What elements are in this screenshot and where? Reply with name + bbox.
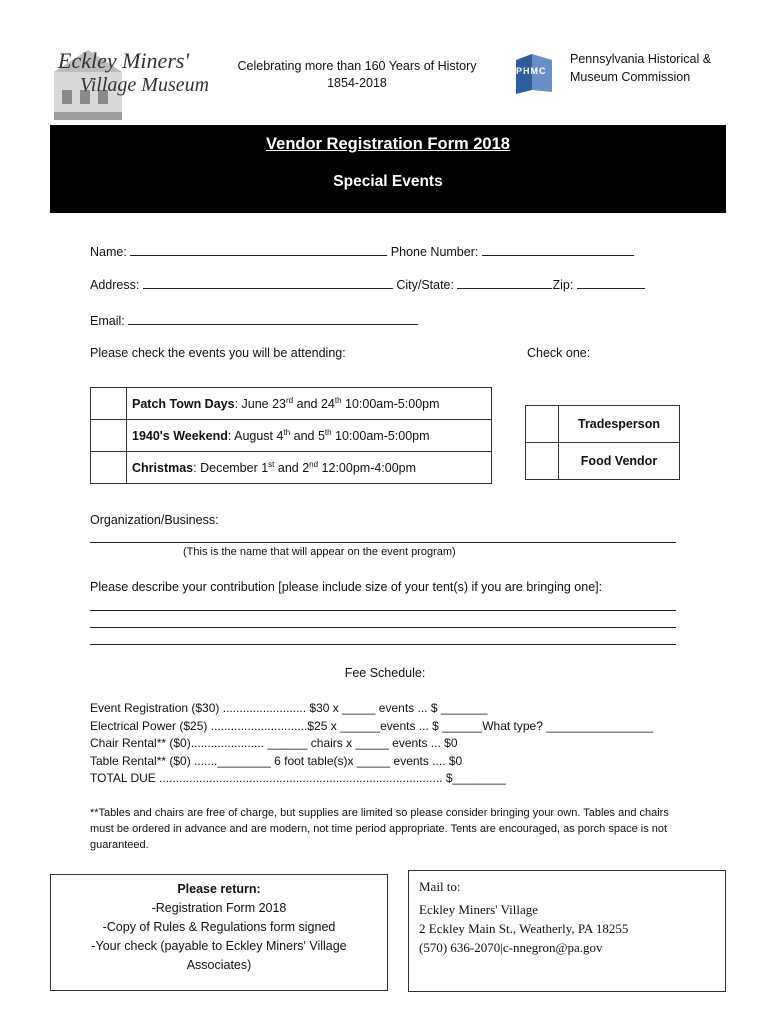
event-time: 10:00am-5:00pm <box>341 397 440 412</box>
event-date-suffix: th <box>324 427 332 437</box>
events-table <box>90 387 492 484</box>
mail-line-3: (570) 636-2070|c-nnegron@pa.gov <box>419 940 603 955</box>
phmc-logo-text: PHMC <box>516 66 547 76</box>
celebrating-text <box>222 58 492 92</box>
celebrating-line-1: Celebrating more than 160 Years of History <box>237 59 477 73</box>
event-date: : December 1 <box>193 461 269 476</box>
phone-field[interactable] <box>482 243 634 256</box>
event-row <box>91 388 492 420</box>
event-description <box>127 420 492 452</box>
museum-logo-text-2: Village Museum <box>80 74 210 96</box>
address-label: Address: <box>90 278 140 292</box>
mail-line-1: Eckley Miners' Village <box>419 902 539 917</box>
event-name: 1940's Weekend <box>132 429 228 444</box>
email-field[interactable] <box>128 312 418 325</box>
event-date: : August 4 <box>227 429 284 444</box>
form-title: Vendor Registration Form 2018 <box>266 135 510 153</box>
name-phone-row <box>90 243 634 259</box>
vendor-type-table <box>525 405 680 480</box>
celebrating-line-2: 1854-2018 <box>327 76 387 90</box>
phmc-line-2: Museum Commission <box>570 70 691 84</box>
citystate-field[interactable] <box>457 276 552 289</box>
return-title: Please return: <box>177 882 261 896</box>
event-checkbox[interactable] <box>91 452 127 484</box>
event-time: 10:00am-5:00pm <box>331 429 430 444</box>
event-date-suffix: st <box>268 459 275 469</box>
vendor-type-row <box>526 406 680 443</box>
event-date-suffix: nd <box>309 459 319 469</box>
title-banner <box>50 125 726 213</box>
return-item: Associates) <box>186 958 252 972</box>
event-name: Christmas <box>132 461 194 476</box>
event-description <box>127 452 492 484</box>
museum-logo-text-1: Eckley Miners' <box>58 48 190 73</box>
event-row <box>91 420 492 452</box>
event-checkbox[interactable] <box>91 388 127 420</box>
fee-line-total-due: TOTAL DUE ..................................................................................... $________ <box>90 771 506 785</box>
event-date-suffix: rd <box>286 395 294 405</box>
return-item: -Your check (payable to Eckley Miners' Village <box>91 939 347 953</box>
event-date-suffix: th <box>334 395 342 405</box>
vendor-type-row <box>526 443 680 480</box>
event-name: Patch Town Days <box>132 397 235 412</box>
organization-field[interactable] <box>90 542 676 543</box>
zip-field[interactable] <box>577 276 645 289</box>
event-date: and 24 <box>293 397 335 412</box>
vendor-type-checkbox[interactable] <box>526 443 559 480</box>
return-item: -Registration Form 2018 <box>151 901 287 915</box>
event-date-suffix: th <box>283 427 291 437</box>
phone-label: Phone Number: <box>390 245 479 259</box>
contribution-line[interactable] <box>90 610 676 611</box>
event-checkbox[interactable] <box>91 420 127 452</box>
address-field[interactable] <box>143 276 393 289</box>
events-prompt: Please check the events you will be attending: <box>90 346 346 360</box>
name-field[interactable] <box>130 243 387 256</box>
event-time: 12:00pm-4:00pm <box>318 461 417 476</box>
email-row <box>90 312 418 328</box>
name-label: Name: <box>90 245 127 259</box>
event-row <box>91 452 492 484</box>
return-box <box>50 874 388 991</box>
address-row <box>90 276 645 292</box>
organization-note: (This is the name that will appear on the event program) <box>183 546 456 558</box>
fee-footnote: **Tables and chairs are free of charge, but supplies are limited so please consider bringing your own. Tables and chairs must be ordered in advance and are modern, not time period appropriate. Tents are encouraged, as porch space is not guaranteed. <box>90 807 669 851</box>
check-one-label: Check one: <box>527 346 591 360</box>
mail-box <box>408 870 726 992</box>
event-description <box>127 388 492 420</box>
vendor-type-checkbox[interactable] <box>526 406 559 443</box>
zip-label: Zip: <box>552 278 574 292</box>
fee-line-event-registration: Event Registration ($30) ......................... $30 x _____ events ... $ _______ <box>90 701 488 715</box>
fee-line-table-rental: Table Rental** ($0) .......________ 6 foot table(s)x _____ events .... $0 <box>90 753 463 768</box>
organization-label: Organization/Business: <box>90 513 219 527</box>
email-label: Email: <box>90 314 125 328</box>
mail-label: Mail to: <box>419 879 461 894</box>
vendor-type-label: Food Vendor <box>559 443 680 480</box>
event-date: and 5 <box>290 429 325 444</box>
contribution-line[interactable] <box>90 644 676 645</box>
contribution-line[interactable] <box>90 627 676 628</box>
event-date: : June 23 <box>234 397 287 412</box>
vendor-type-label: Tradesperson <box>559 406 680 443</box>
form-subtitle: Special Events <box>333 173 443 190</box>
fee-schedule-title: Fee Schedule: <box>344 666 426 680</box>
phmc-name <box>570 50 711 86</box>
fee-line-electrical-power: Electrical Power ($25) .............................$25 x ______events ... $ ______What type? ________________ <box>90 718 654 733</box>
contribution-prompt: Please describe your contribution [please include size of your tent(s) if you are bringing one]: <box>90 580 603 594</box>
return-item: -Copy of Rules & Regulations form signed <box>102 920 336 934</box>
mail-line-2: 2 Eckley Main St., Weatherly, PA 18255 <box>419 921 629 936</box>
fee-schedule-lines <box>90 700 653 788</box>
fee-line-chair-rental: Chair Rental** ($0)...................... ______ chairs x _____ events ... $0 <box>90 736 458 750</box>
citystate-label: City/State: <box>396 278 454 292</box>
event-date: and 2 <box>274 461 310 476</box>
phmc-line-1: Pennsylvania Historical & <box>570 52 712 66</box>
